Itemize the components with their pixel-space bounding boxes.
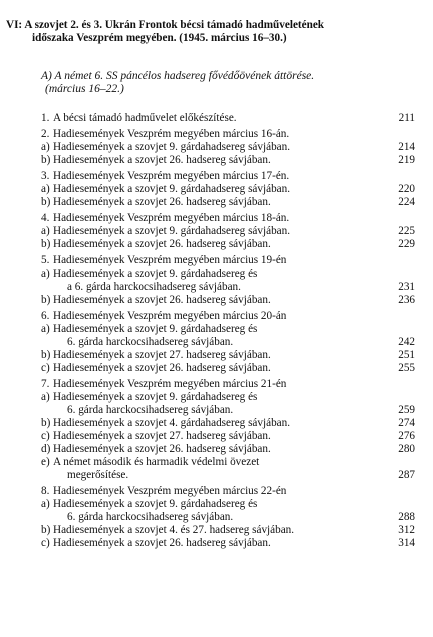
toc-entry-number: 2. xyxy=(41,128,50,141)
chapter-heading-line-1: VI: A szovjet 2. és 3. Ukrán Frontok bécsi támadó hadműveletének xyxy=(6,19,325,31)
chapter-heading-line-2: időszaka Veszprém megyében. (1945. március 16–30.) xyxy=(32,32,287,44)
toc-entry xyxy=(41,310,415,323)
toc-entry xyxy=(41,128,415,141)
table-of-contents xyxy=(41,112,415,551)
toc-entry-number: 6. xyxy=(41,309,50,322)
toc-entry-number: e) xyxy=(41,456,50,469)
toc-entry-title: Hadiesemények a szovjet 9. gárdahadsereg sávjában. xyxy=(53,183,291,196)
toc-entry-number: 3. xyxy=(41,170,50,183)
toc-entry-number: a) xyxy=(41,225,50,238)
toc-entry-number: a) xyxy=(41,498,50,511)
toc-entry-number: 8. xyxy=(41,485,50,498)
section-heading xyxy=(41,70,421,96)
toc-entry-title: Hadiesemények a szovjet 26. hadsereg sávjában. xyxy=(53,154,271,167)
toc-entry xyxy=(41,336,415,349)
toc-entry-page: 219 xyxy=(398,154,415,167)
toc-entry-title: Hadiesemények Veszprém megyében március 21-én xyxy=(53,377,287,390)
toc-entry xyxy=(41,154,415,167)
toc-entry-page: 314 xyxy=(398,537,415,550)
toc-entry xyxy=(41,378,415,391)
toc-entry-title: Hadiesemények a szovjet 4. gárdahadsereg sávjában. xyxy=(53,417,291,430)
section-heading-line-1: A) A német 6. SS páncélos hadsereg fővédőövének áttörése. xyxy=(41,70,315,82)
toc-entry-title: Hadiesemények a szovjet 26. hadsereg sávjában. xyxy=(53,443,271,456)
toc-entry-number: c) xyxy=(41,361,50,374)
toc-entry-number: c) xyxy=(41,430,50,443)
toc-entry-page: 251 xyxy=(398,348,415,361)
toc-entry xyxy=(41,498,415,511)
toc-entry xyxy=(41,225,415,238)
toc-entry xyxy=(41,511,415,524)
toc-entry-page: 242 xyxy=(398,335,415,348)
toc-entry xyxy=(41,112,415,125)
toc-entry xyxy=(41,469,415,482)
chapter-heading xyxy=(6,19,426,45)
toc-entry xyxy=(41,183,415,196)
toc-entry-page: 220 xyxy=(398,183,415,196)
toc-entry xyxy=(41,141,415,154)
toc-entry-number: a) xyxy=(41,183,50,196)
toc-entry-page: 211 xyxy=(398,112,415,124)
toc-entry-number: c) xyxy=(41,537,50,550)
toc-entry-page: 287 xyxy=(398,469,415,482)
toc-entry xyxy=(41,537,415,550)
toc-entry xyxy=(41,417,415,430)
toc-entry-number: 4. xyxy=(41,212,50,225)
toc-entry-number: a) xyxy=(41,267,50,280)
toc-entry-page: 224 xyxy=(398,196,415,209)
toc-entry-page: 280 xyxy=(398,443,415,456)
toc-entry-title: Hadiesemények a szovjet 9. gárdahadsereg és xyxy=(53,390,258,403)
toc-entry xyxy=(41,254,415,267)
toc-entry-number: b) xyxy=(41,154,51,167)
toc-entry-page: 259 xyxy=(398,403,415,416)
toc-entry xyxy=(41,349,415,362)
toc-entry xyxy=(41,281,415,294)
toc-entry xyxy=(41,430,415,443)
toc-entry-number: b) xyxy=(41,293,51,306)
toc-entry-title: 6. gárda harckocsihadsereg sávjában. xyxy=(67,335,234,348)
toc-entry xyxy=(41,294,415,307)
toc-entry-title: Hadiesemények Veszprém megyében március 17-én. xyxy=(53,170,290,183)
toc-entry-title: Hadiesemények a szovjet 26. hadsereg sávjában. xyxy=(53,537,271,550)
toc-entry-page: 236 xyxy=(398,293,415,306)
toc-entry-title: Hadiesemények Veszprém megyében március 22-én xyxy=(53,485,287,498)
toc-entry xyxy=(41,212,415,225)
toc-entry xyxy=(41,362,415,375)
toc-entry-page: 276 xyxy=(398,430,415,443)
toc-entry xyxy=(41,391,415,404)
toc-entry xyxy=(41,238,415,251)
toc-entry-number: b) xyxy=(41,196,51,209)
toc-entry xyxy=(41,170,415,183)
toc-entry-title: Hadiesemények a szovjet 9. gárdahadsereg és xyxy=(53,322,258,335)
toc-entry-page: 231 xyxy=(398,280,415,293)
toc-entry-title: megerősítése. xyxy=(67,469,129,482)
toc-entry-number: 1. xyxy=(41,112,50,124)
toc-entry-number: d) xyxy=(41,443,51,456)
toc-entry-title: Hadiesemények a szovjet 26. hadsereg sávjában. xyxy=(53,361,271,374)
toc-entry-title: Hadiesemények Veszprém megyében március 16-án. xyxy=(53,128,290,141)
toc-entry-number: b) xyxy=(41,238,51,251)
toc-entry-number: b) xyxy=(41,524,51,537)
toc-entry-number: 5. xyxy=(41,254,50,267)
toc-entry-title: Hadiesemények a szovjet 9. gárdahadsereg sávjában. xyxy=(53,225,291,238)
toc-entry-title: 6. gárda harckocsihadsereg sávjában. xyxy=(67,511,234,524)
toc-entry-number: b) xyxy=(41,348,51,361)
toc-entry xyxy=(41,268,415,281)
toc-entry-page: 288 xyxy=(398,511,415,524)
toc-entry-number: a) xyxy=(41,141,50,154)
toc-entry-page: 312 xyxy=(398,524,415,537)
toc-entry-title: Hadiesemények a szovjet 26. hadsereg sávjában. xyxy=(53,196,271,209)
toc-entry xyxy=(41,404,415,417)
toc-entry-title: Hadiesemények a szovjet 27. hadsereg sávjában. xyxy=(53,348,271,361)
toc-entry-title: Hadiesemények a szovjet 26. hadsereg sávjában. xyxy=(53,293,271,306)
toc-entry-page: 225 xyxy=(398,225,415,238)
toc-entry-title: Hadiesemények a szovjet 9. gárdahadsereg és xyxy=(53,498,258,511)
toc-entry-number: b) xyxy=(41,417,51,430)
toc-entry xyxy=(41,485,415,498)
toc-entry-title: Hadiesemények a szovjet 4. és 27. hadsereg sávjában. xyxy=(53,524,295,537)
toc-entry-title: Hadiesemények Veszprém megyében március 20-án xyxy=(53,309,287,322)
toc-entry-title: a 6. gárda harckocsihadsereg sávjában. xyxy=(67,280,241,293)
toc-entry xyxy=(41,196,415,209)
toc-entry-page: 255 xyxy=(398,361,415,374)
toc-entry-title: A német második és harmadik védelmi övezet xyxy=(53,456,260,469)
toc-entry-page: 214 xyxy=(398,141,415,154)
toc-entry-title: 6. gárda harckocsihadsereg sávjában. xyxy=(67,403,234,416)
toc-entry-number: a) xyxy=(41,390,50,403)
toc-entry xyxy=(41,456,415,469)
toc-entry-page: 229 xyxy=(398,238,415,251)
toc-entry xyxy=(41,524,415,537)
toc-entry xyxy=(41,323,415,336)
toc-entry-title: Hadiesemények a szovjet 27. hadsereg sávjában. xyxy=(53,430,271,443)
toc-entry-title: Hadiesemények a szovjet 26. hadsereg sávjában. xyxy=(53,238,271,251)
toc-entry-number: 7. xyxy=(41,377,50,390)
toc-entry-title: Hadiesemények Veszprém megyében március 18-án. xyxy=(53,212,290,225)
section-heading-line-2: (március 16–22.) xyxy=(45,83,124,95)
toc-entry xyxy=(41,443,415,456)
toc-entry-number: a) xyxy=(41,322,50,335)
toc-entry-title: Hadiesemények Veszprém megyében március 19-én xyxy=(53,254,287,267)
toc-entry-title: Hadiesemények a szovjet 9. gárdahadsereg és xyxy=(53,267,258,280)
toc-entry-title: Hadiesemények a szovjet 9. gárdahadsereg sávjában. xyxy=(53,141,291,154)
toc-entry-title: A bécsi támadó hadművelet előkészítése. xyxy=(53,112,237,124)
toc-entry-page: 274 xyxy=(398,417,415,430)
